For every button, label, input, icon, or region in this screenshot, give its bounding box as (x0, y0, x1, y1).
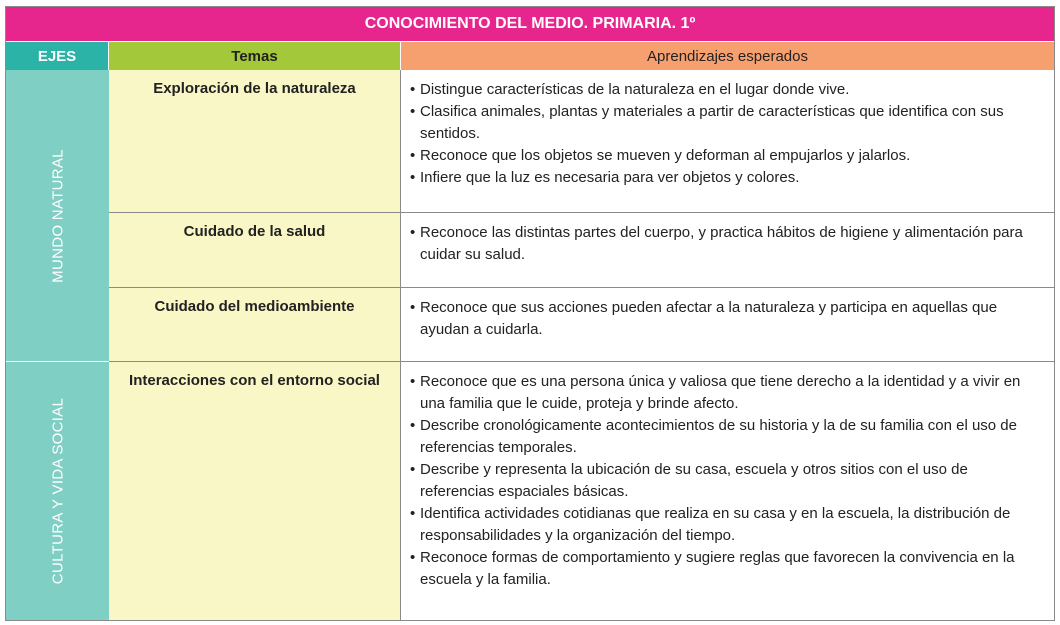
aprendizajes-list (410, 297, 1046, 341)
list-item: • Reconoce las distintas partes del cuerpo, y practica hábitos de higiene y alimentación para cuidar su salud. (410, 224, 1023, 263)
aprendizajes-cell (401, 288, 1054, 362)
header-ejes: EJES (6, 42, 109, 70)
tema-cell: Interacciones con el entorno social (109, 362, 401, 620)
axis-mundo-natural (6, 70, 109, 362)
axis-cultura-vida-social (6, 362, 109, 620)
tema-cell: Cuidado de la salud (109, 213, 401, 288)
curriculum-table (5, 6, 1055, 621)
aprendizajes-cell (401, 362, 1054, 620)
list-item: • Describe y representa la ubicación de su casa, escuela y otros sitios con el uso de referencias espaciales básicas. (410, 461, 968, 500)
list-item: • Describe cronológicamente acontecimientos de su historia y la de su familia con el uso de referencias temporales. (410, 417, 1017, 456)
tema-cell: Cuidado del medioambiente (109, 288, 401, 362)
aprendizajes-cell (401, 213, 1054, 288)
aprendizajes-list (410, 222, 1046, 266)
header-temas: Temas (109, 42, 401, 70)
list-item: • Reconoce que es una persona única y valiosa que tiene derecho a la identidad y a vivir en una familia que le cuide, proteja y brinde afecto. (410, 373, 1021, 412)
header-aprendizajes: Aprendizajes esperados (401, 42, 1054, 70)
axis-label: MUNDO NATURAL (49, 148, 66, 283)
list-item: • Reconoce que los objetos se mueven y deforman al empujarlos y jalarlos. (410, 147, 911, 164)
list-item: • Reconoce que sus acciones pueden afectar a la naturaleza y participa en aquellas que ayudan a cuidarla. (410, 299, 998, 338)
list-item: • Infiere que la luz es necesaria para ver objetos y colores. (410, 169, 800, 186)
tema-cell: Exploración de la naturaleza (109, 70, 401, 213)
axis-label: CULTURA Y VIDA SOCIAL (49, 397, 66, 585)
list-item: • Identifica actividades cotidianas que realiza en su casa y en la escuela, la distribución de responsabilidades y la organización del tiempo. (410, 505, 1011, 544)
aprendizajes-list (410, 371, 1046, 591)
aprendizajes-list (410, 79, 1046, 189)
list-item: • Clasifica animales, plantas y materiales a partir de características que identifica con sus sentidos. (410, 103, 1004, 142)
table-title: CONOCIMIENTO DEL MEDIO. PRIMARIA. 1º (6, 7, 1054, 42)
list-item: • Distingue características de la naturaleza en el lugar donde vive. (410, 81, 850, 98)
list-item: • Reconoce formas de comportamiento y sugiere reglas que favorecen la convivencia en la escuela y la familia. (410, 549, 1015, 588)
aprendizajes-cell (401, 70, 1054, 213)
